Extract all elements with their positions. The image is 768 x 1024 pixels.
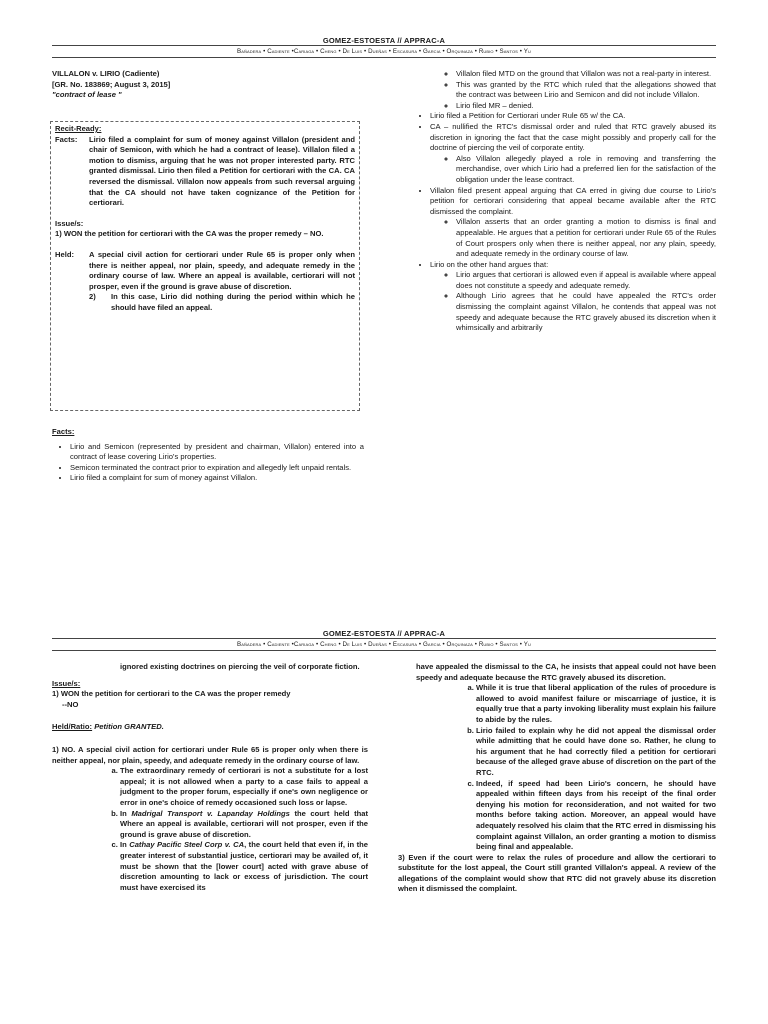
ratio-b-pre: In [120, 808, 132, 818]
right-item-a: a. While it is true that liberal application of the rules of procedure is allowed to avoid manifest failure or miscarriage of justice, it is equally true that a party invoking liberality must explain his failure to abide by the rules. [476, 683, 716, 725]
recit-facts-text: Lirio filed a complaint for sum of money against Villalon (president and chair of Semicon, with which he had a contract of lease). Villalon filed a motion to dismiss, arguing that he was not proper interested party. RTC granted dismissal. Lirio then filed a Petition for certiorari with the CA. CA reversed the dismissal. Villalon now appeals from such reversal arguing that the CA should not have taken cognizance of the Petition for certiorari. [89, 134, 355, 208]
header-title: GOMEZ-ESTOESTA // APPRAC-A [322, 629, 446, 638]
recit-held [55, 250, 355, 314]
header-rule-bottom [52, 57, 716, 58]
facts-section [52, 427, 364, 484]
case-topic: "contract of lease " [52, 90, 122, 100]
ratio-b-post: the court held that Where an appeal is available, certiorari will not prosper, even if the ground is grave abuse of discretion. [120, 808, 369, 839]
page-2 [0, 620, 768, 1024]
facts-heading: Facts: [52, 427, 75, 436]
recit-held-text: A special civil action for certiorari under Rule 65 is proper only when there is neither appeal, nor plain, speedy, and adequate remedy in the ordinary course of law. Where an appeal is available, certiorari will not prosper, even if the ground is grave abuse of discretion. [89, 249, 355, 291]
ratio-c-post: , the court held that even if, in the greater interest of substantial justice, certiorari may be availed of, it must be shown that the [lower court] acted with grave abuse of discretion amounting to lack or excess of jurisdiction. The court must have exercised its [120, 840, 369, 892]
header-title: GOMEZ-ESTOESTA // APPRAC-A [322, 36, 446, 45]
list-item: ◦ Lirio filed MR – denied. [456, 101, 716, 112]
page2-right-column [398, 662, 716, 895]
list-item: • CA – nullified the RTC's dismissal order and ruled that RTC gravely abused its discretion in ignoring the fact that the case might possibly and properly call for the doctrine of piercing the veil of corporate entity. [430, 122, 716, 154]
recit-held-2-text: In this case, Lirio did nothing during the period within which he should have filed an appeal. [111, 292, 355, 312]
header-rule-top [52, 638, 716, 639]
ratio-item-c [120, 840, 368, 893]
held-label: Held/Ratio: [52, 722, 93, 732]
facts-item: • Semicon terminated the contract prior to expiration and allegedly left unpaid rentals. [70, 463, 364, 474]
recit-facts-label: Facts: [55, 134, 78, 144]
list-item: ◦ Also Villalon allegedly played a role in removing and transferring the merchandise, over which Lirio had a preferred lien for the satisfaction of the obligation under the lease contract. [456, 154, 716, 186]
page2-left-column [52, 662, 368, 893]
ratio-1: 1) NO. A special civil action for certiorari under Rule 65 is proper only when there is neither appeal, nor plain, speedy, and adequate remedy in the ordinary course of law. [52, 744, 368, 765]
ratio-b-case: Madrigal Transport v. Lapanday Holdings [131, 808, 290, 818]
point-3: 3) Even if the court were to relax the rules of procedure and allow the certiorari to substitute for the lost appeal, the Court still granted Villalon's appeal. A review of the allegations of the complaint would show that RTC did not gravely abuse its discretion when it dismissed the complaint. [398, 852, 716, 894]
issue-answer: --NO [62, 699, 79, 709]
list-item: ◦ Villalon asserts that an order granting a motion to dismiss is final and appealable. He argues that a petition for certiorari under Rule 65 of the Rules of Court prospers only when there is neither appeal, nor any plain, speedy, and adequate remedy in the ordinary course of law. [456, 217, 716, 259]
ratio-item-a: a. The extraordinary remedy of certiorari is not a substitute for a lost appeal; it is not allowed when a party to a case fails to appeal a judgment to the proper forum, especially if one's own negligence or error in one's choice of remedy occasioned such loss or lapse. [120, 766, 368, 808]
recit-facts [55, 135, 355, 209]
list-item: ◦ Villalon filed MTD on the ground that Villalon was not a real-party in interest. [456, 69, 716, 80]
ratio-c-case: Cathay Pacific Steel Corp v. CA [129, 840, 245, 850]
list-item: • Lirio filed a Petition for Certiorari under Rule 65 w/ the CA. [430, 111, 716, 122]
issues-label: Issue/s: [52, 678, 81, 688]
ratio-item-b [120, 809, 368, 841]
case-citation: [GR. No. 183869; August 3, 2015] [52, 79, 171, 89]
recit-ready-box [50, 121, 360, 411]
facts-item: • Lirio filed a complaint for sum of money against Villalon. [70, 473, 364, 484]
recit-heading: Recit-Ready: [55, 124, 102, 133]
case-info [52, 69, 362, 101]
right-intro: have appealed the dismissal to the CA, he insists that appeal could not have been speedy and adequate because the RTC gravely abused its discretion. [416, 662, 716, 682]
list-item: • Villalon filed present appeal arguing that CA erred in giving due course to Lirio's petition for certiorari considering that appeal became available after the RTC dismissed the complaint. [430, 186, 716, 218]
right-item-c: c. Indeed, if speed had been Lirio's concern, he should have appealed within fifteen days from his receipt of the final order denying his motion for reconsideration, and not waited for two months before taking action. Moreover, an appeal would have adequately resolved his claim that the RTC erred in dismissing his complaint against Villalon, an order granting a motion to dismiss being final and appealable. [476, 779, 716, 853]
header-rule-bottom [52, 650, 716, 651]
list-item: • Lirio on the other hand argues that: [430, 260, 716, 271]
list-item: ◦ This was granted by the RTC which ruled that the allegations showed that the contract was between Lirio and Semicon and did not include Villalon. [456, 80, 716, 101]
issue-line: 1) WON the petition for certiorari to the CA was the proper remedy [52, 689, 291, 699]
recit-issue-1: 1) WON the petition for certiorari with the CA was the proper remedy – NO. [55, 229, 324, 239]
continuation-text: ignored existing doctrines on piercing the veil of corporate fiction. [120, 662, 360, 671]
recit-held-2-num: 2) [89, 292, 96, 302]
recit-held-label: Held: [55, 249, 74, 259]
header-authors: Bañadera • Cadiente •Cariaga • Cheng • De Luis • Dueñas • Escasura • Garcia • Orquinaza • Rubio • Santos • Yu [237, 48, 531, 55]
right-item-b: b. Lirio failed to explain why he did not appeal the dismissal order while admitting that he could have done so. Rather, he clung to his argument that he had correctly filed a petition for certiorari because of the alleged grave abuse of discretion on the part of the RTC. [476, 726, 716, 779]
header-authors: Bañadera • Cadiente •Cariaga • Cheng • De Luis • Dueñas • Escasura • Garcia • Orquinaza • Rubio • Santos • Yu [237, 641, 531, 648]
facts-item: • Lirio and Semicon (represented by president and chairman, Villalon) entered into a contract of lease covering Lirio's properties. [70, 442, 364, 463]
list-item: ◦ Although Lirio agrees that he could have appealed the RTC's order dismissing the complaint against Villalon, he contends that appeal was not speedy and adequate because the RTC gravely abused its discretion when it whimsically and arbitrarily [456, 291, 716, 333]
header-rule-top [52, 45, 716, 46]
case-title: VILLALON v. LIRIO (Cadiente) [52, 69, 160, 78]
list-item: ◦ Lirio argues that certiorari is allowed even if appeal is available where appeal does not constitute a speedy and adequate remedy. [456, 270, 716, 291]
page1-right-column [416, 69, 716, 334]
recit-issues-label: Issue/s: [55, 218, 84, 228]
ratio-c-pre: In [120, 840, 130, 850]
held-result: Petition GRANTED. [94, 722, 164, 732]
